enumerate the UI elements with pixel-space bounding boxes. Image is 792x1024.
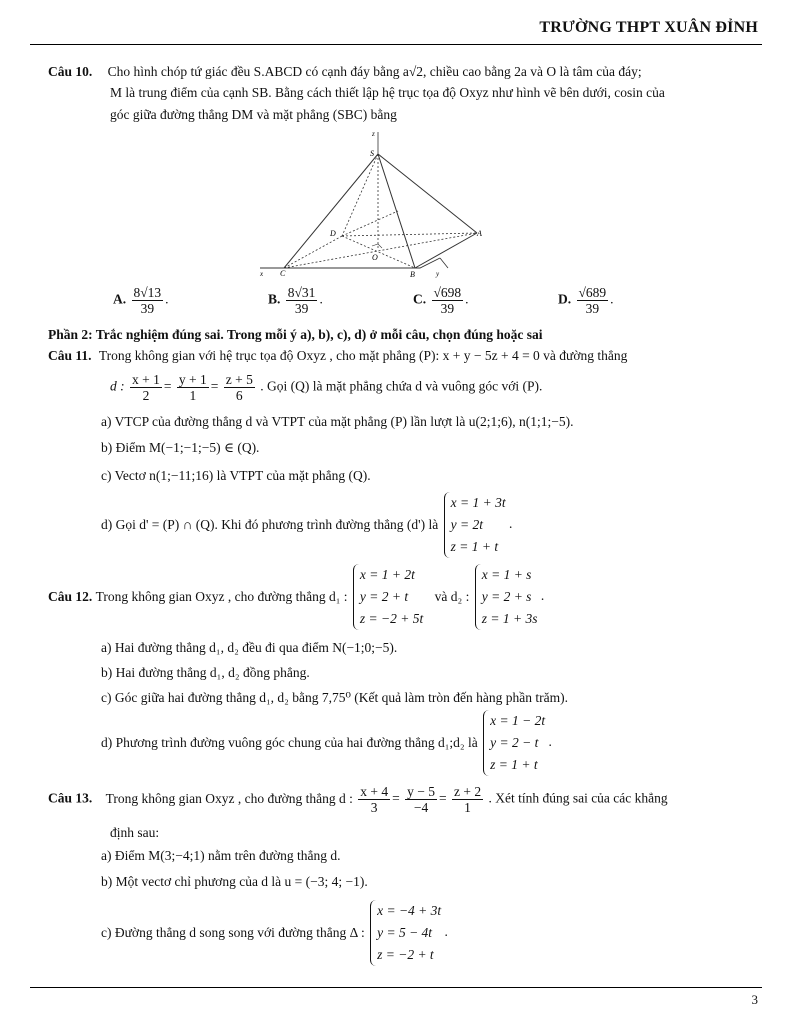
edge-da: [342, 233, 477, 236]
q12-statement-c: c) Góc giữa hai đường thẳng d₁, d₂ bằng 7,75⁰ (Kết quả làm tròn đến hàng phần trăm).: [101, 690, 568, 705]
label-b: B: [410, 270, 415, 279]
segment-dm: [342, 211, 398, 236]
q12-d1-system: x = 1 + 2t y = 2 + t z = −2 + 5t: [353, 564, 423, 630]
q11-statement-d: d) Gọi d' = (P) ∩ (Q). Khi đó phương trình đường thẳng (d') là x = 1 + 3t y = 2t z = 1 + t .: [101, 492, 512, 558]
q12-intro: Câu 12. Trong không gian Oxyz , cho đường thẳng d₁ : x = 1 + 2t y = 2 + t z = −2 + 5t và d₂ : x = 1 + s y = 2 + s z = 1 + 3s .: [48, 564, 544, 630]
q11-line-d: d : $\frac{x + 1}{2}$ = $\frac{y + 1}{1}$ = $\frac{z + 5}{6}$ . Gọi (Q) là mặt phẳng chứa d và vuông góc với (P).: [110, 372, 543, 403]
y-axis: [440, 258, 448, 268]
q10-text-3: góc giữa đường thẳng DM và mặt phẳng (SBC) bằng: [110, 107, 397, 122]
label-c: C: [280, 269, 286, 278]
q10-line1: [48, 64, 642, 80]
q10-label: Câu 10.: [48, 64, 93, 79]
edge-sa: [378, 154, 477, 233]
edge-dc: [284, 236, 342, 268]
label-s: S: [370, 149, 374, 158]
q13-statement-b: b) Một vectơ chỉ phương của d là u = (−3; 4; −1).: [101, 874, 368, 889]
label-y: y: [436, 270, 440, 278]
q12-d-system: x = 1 − 2t y = 2 − t z = 1 + t: [483, 710, 545, 776]
footer-rule: [30, 987, 762, 988]
edge-sb: [378, 154, 415, 268]
label-o: O: [372, 253, 378, 262]
q10-option-d[interactable]: D. $\frac{√689}{39}$ .: [558, 285, 614, 316]
q10-option-c[interactable]: C. $\frac{√698}{39}$ .: [413, 285, 469, 316]
label-a: A: [477, 229, 482, 238]
right-angle-mark: [372, 244, 382, 248]
label-z: z: [372, 130, 375, 138]
header-rule: [30, 44, 762, 45]
diag-ca: [284, 233, 477, 268]
q13-intro-line2: định sau:: [110, 825, 160, 840]
q11-d-system: x = 1 + 3t y = 2t z = 1 + t: [444, 492, 506, 558]
edge-sd: [342, 154, 378, 236]
q11-intro: Câu 11. Trong không gian với hệ trục tọa độ Oxyz , cho mặt phẳng (P): x + y − 5z + 4 = 0 và đường thẳng: [48, 348, 628, 363]
q10-text-2: M là trung điểm của cạnh SB. Bằng cách thiết lập hệ trục tọa độ Oxyz như hình vẽ bên dưới, cosin của: [110, 85, 665, 100]
school-header: TRƯỜNG THPT XUÂN ĐỈNH: [539, 19, 758, 36]
q10-option-a[interactable]: A. $\frac{8√13}{39}$ .: [113, 285, 169, 316]
q12-statement-a: a) Hai đường thẳng d₁, d₂ đều đi qua điểm N(−1;0;−5).: [101, 640, 398, 655]
q10-text-1: Cho hình chóp tứ giác đều S.ABCD có cạnh đáy bằng a√2, chiều cao bằng 2a và O là tâm của đáy;: [107, 64, 642, 79]
q12-d2-system: x = 1 + s y = 2 + s z = 1 + 3s: [475, 564, 538, 630]
q12-statement-b: b) Hai đường thẳng d₁, d₂ đồng phẳng.: [101, 665, 310, 680]
q11-statement-a: a) VTCP của đường thẳng d và VTPT của mặt phẳng (P) lần lượt là u(2;1;6), n(1;1;−5).: [101, 414, 574, 429]
part2-title: Phần 2: Trắc nghiệm đúng sai. Trong mỗi ý a), b), c), d) ở mỗi câu, chọn đúng hoặc sai: [48, 327, 543, 342]
q12-statement-d: d) Phương trình đường vuông góc chung của hai đường thẳng d₁;d₂ là x = 1 − 2t y = 2 − t z = 1 + t .: [101, 710, 552, 776]
pyramid-figure: [250, 128, 490, 280]
q10-option-b[interactable]: B. $\frac{8√31}{39}$ .: [268, 285, 323, 316]
q11-statement-c: c) Vectơ n(1;−11;16) là VTPT của mặt phẳng (Q).: [101, 468, 371, 483]
label-d: D: [330, 229, 336, 238]
label-x: x: [260, 270, 264, 278]
q13-c-system: x = −4 + 3t y = 5 − 4t z = −2 + t: [370, 900, 441, 966]
q13-statement-c: c) Đường thẳng d song song với đường thẳng Δ : x = −4 + 3t y = 5 − 4t z = −2 + t .: [101, 900, 448, 966]
q13-statement-a: a) Điểm M(3;−4;1) nằm trên đường thẳng d.: [101, 848, 341, 863]
q11-statement-b: b) Điểm M(−1;−1;−5) ∈ (Q).: [101, 440, 260, 455]
diag-db: [342, 236, 415, 268]
q13-intro: Câu 13. Trong không gian Oxyz , cho đường thẳng d : $\frac{x + 4}{3}$ = $\frac{y - 5}{-4}$ = $\frac{z + 2}{1}$ . Xét tính đúng sai của các khẳng: [48, 784, 668, 815]
page-number: 3: [751, 992, 758, 1007]
edge-sc: [284, 154, 378, 268]
